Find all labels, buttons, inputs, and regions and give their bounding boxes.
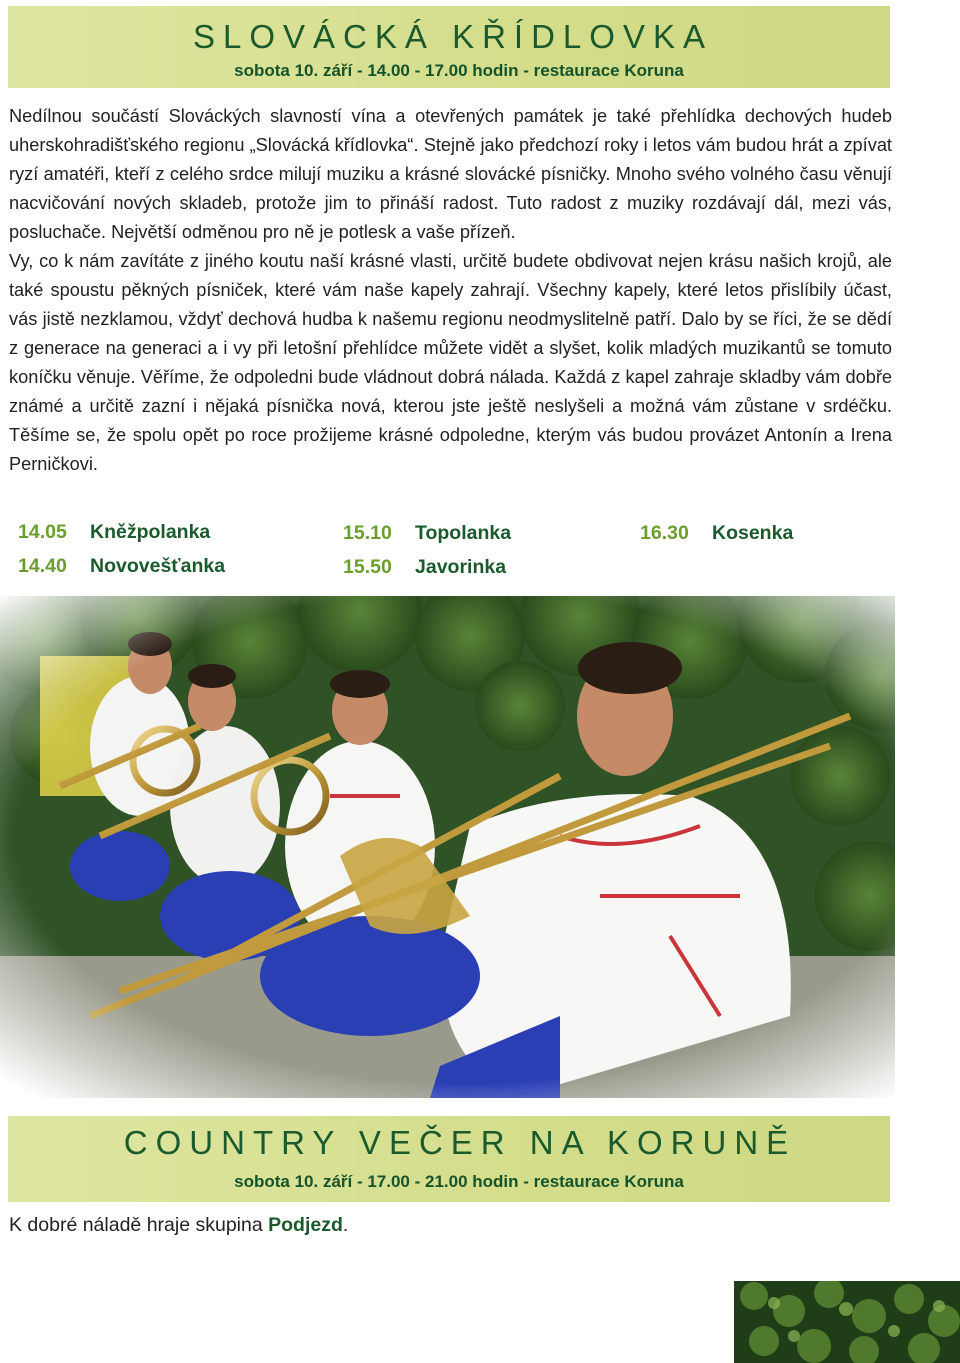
intro-paragraph-2: Vy, co k nám zavítáte z jiného koutu naší krásné vlasti, určitě budete obdivovat nejen krásu našich krojů, ale také spoustu pěkných písniček, které vám naše kapely zahrají. Všechny kapely, které letos přislíbily účast, vás jistě nezklamou, vždyť dechová hudba k našemu regionu neodmyslitelně patří. Dalo by se říci, že se dědí z generace na generaci a i vy při letošní přehlídce můžete vidět a slyšet, kolik mladých muzikantů se tomuto koníčku věnuje. Věříme, že odpoledni bude vládnout dobrá nálada. Každá z kapel zahraje skladby vám dobře známé a určitě zazní i nějaká písnička nová, kterou jste ještě neslyšeli a možná vám zůstane v srdéčku. Těšíme se, že spolu opět po roce prožijeme krásné odpoledne, kterým vás budou provázet Antonín a Irena Perničkovi.: [9, 251, 892, 474]
schedule-time: 14.40: [18, 555, 67, 577]
schedule-item: [640, 522, 793, 545]
section-subtitle: sobota 10. září - 17.00 - 21.00 hodin - restaurace Koruna: [234, 1172, 684, 1191]
schedule-time: 15.10: [343, 522, 392, 544]
country-text: [9, 1214, 348, 1237]
musicians-illustration: [0, 596, 895, 1098]
schedule-item: [343, 556, 506, 579]
country-text-suffix: .: [342, 1214, 349, 1236]
schedule-band: Novovešťanka: [90, 555, 226, 577]
section-title: SLOVÁCKÁ KŘÍDLOVKA: [193, 18, 713, 55]
schedule-item: [18, 521, 210, 544]
schedule-item: [18, 555, 225, 578]
header-banner: [8, 6, 890, 88]
schedule-item: [343, 522, 511, 545]
schedule-time: 14.05: [18, 521, 67, 543]
intro-paragraph-1: Nedílnou součástí Slováckých slavností vína a otevřených památek je také přehlídka dechových hudeb uherskohradišťského regionu „Slovácká křídlovka“. Stejně jako předchozí roky i letos vám budou hrát a zpívat ryzí amatéři, kteří z celého srdce milují muziku a krásné slovácké písničky. Mnoho svého volného času věnují nacvičování nových skladeb, protože jim to přináší radost. Tuto radost z muziky rozdávají dál, mezi vás, posluchače. Největší odměnou pro ně je potlesk a vaše přízeň.: [9, 106, 892, 242]
intro-text: [9, 102, 892, 479]
country-banner: [8, 1116, 890, 1202]
country-band-name: Podjezd: [268, 1214, 343, 1236]
section-title: COUNTRY VEČER NA KORUNĚ: [123, 1124, 797, 1161]
schedule-band: Javorinka: [415, 556, 507, 578]
schedule-band: Topolanka: [415, 522, 512, 544]
foliage-corner-image: [734, 1281, 960, 1363]
schedule-band: Kněžpolanka: [90, 521, 211, 543]
band-photo: [0, 596, 895, 1098]
schedule-time: 15.50: [343, 556, 392, 578]
schedule-time: 16.30: [640, 522, 689, 544]
section-subtitle: sobota 10. září - 14.00 - 17.00 hodin - restaurace Koruna: [234, 61, 684, 80]
schedule-band: Kosenka: [712, 522, 794, 544]
country-text-prefix: K dobré náladě hraje skupina: [9, 1214, 269, 1236]
